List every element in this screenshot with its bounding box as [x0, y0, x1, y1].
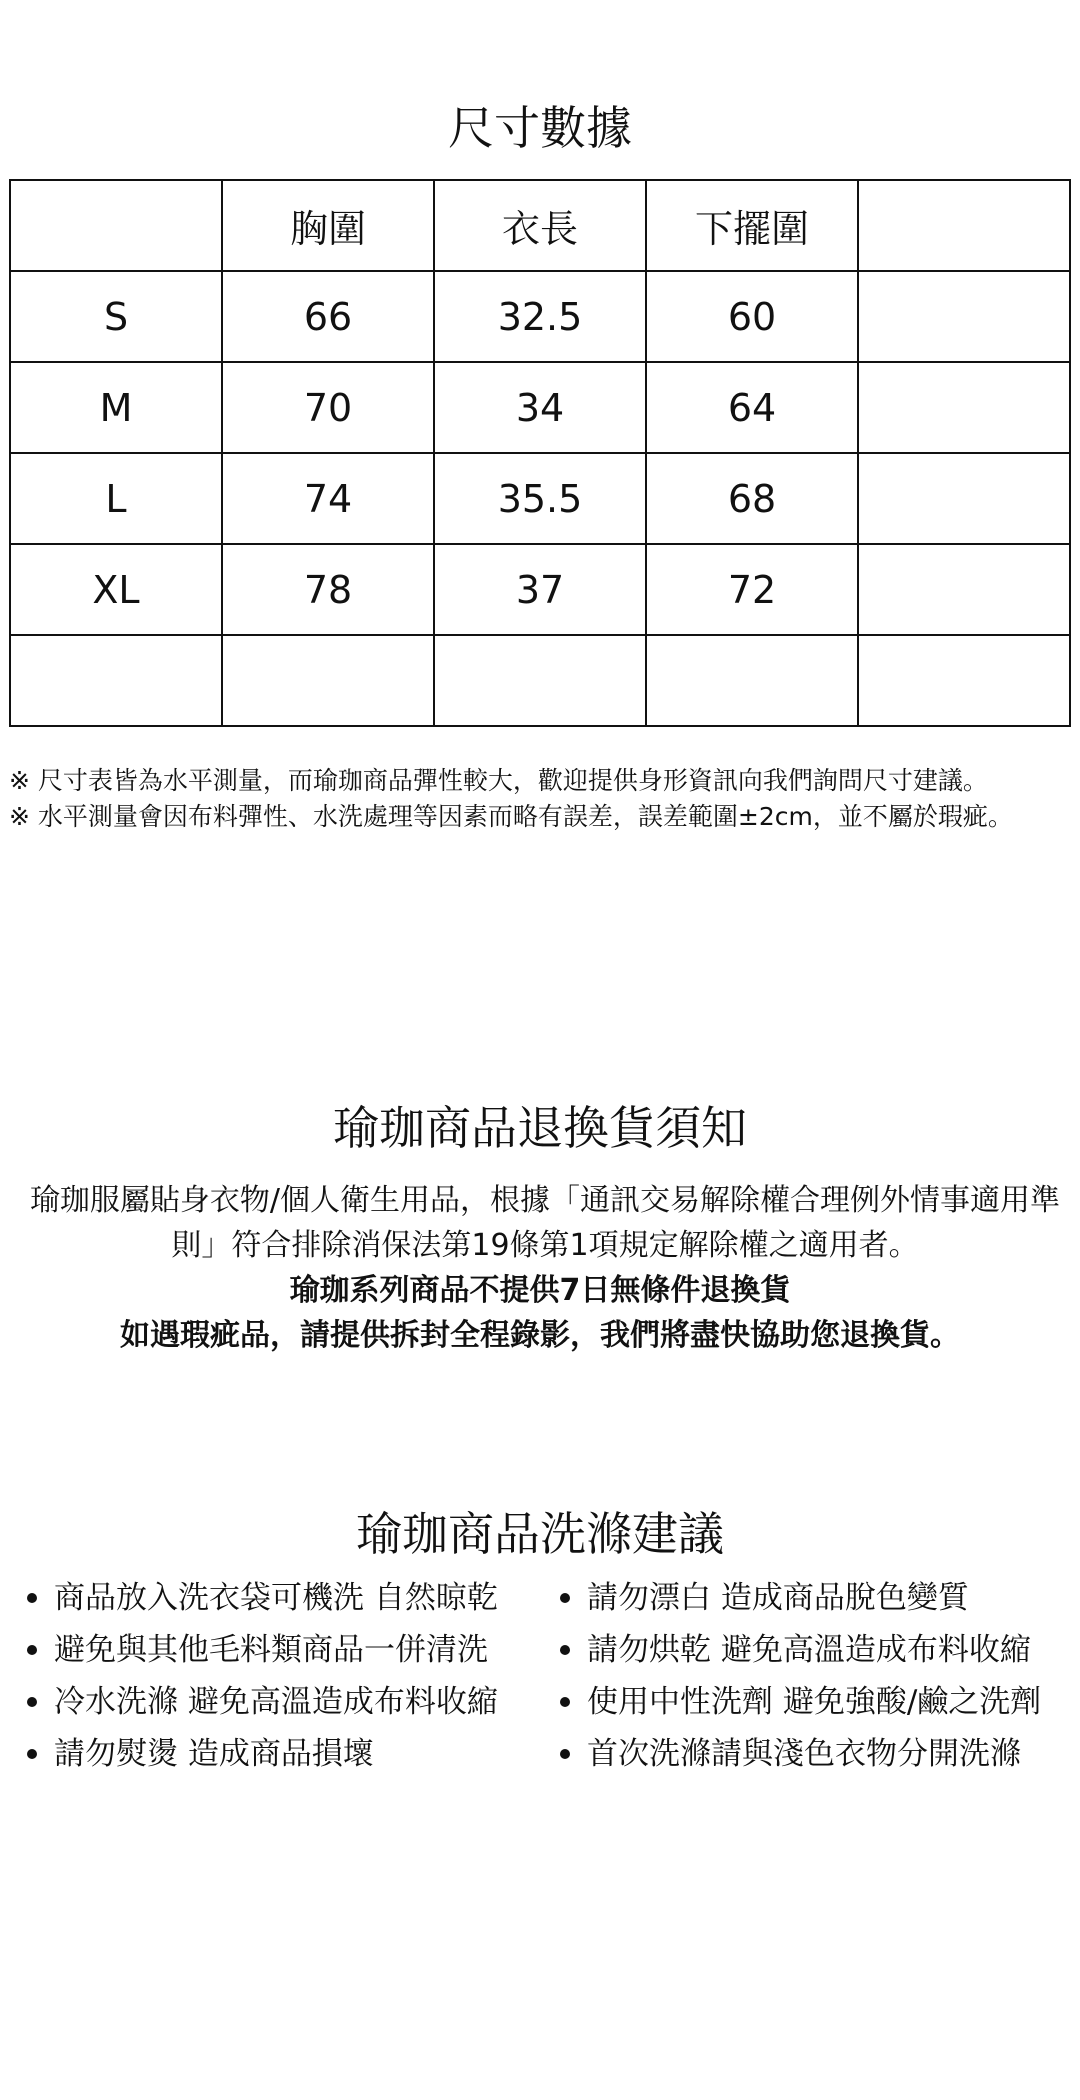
table-cell: 68 [646, 453, 858, 544]
list-item [560, 1624, 1060, 1676]
bullet-icon [27, 1593, 37, 1603]
table-cell: 78 [222, 544, 434, 635]
bullet-icon [560, 1593, 570, 1603]
table-cell: 35.5 [434, 453, 646, 544]
list-item [560, 1728, 1060, 1780]
table-cell [858, 544, 1070, 635]
bullet-icon [560, 1749, 570, 1759]
bullet-icon [560, 1697, 570, 1707]
table-cell: 34 [434, 362, 646, 453]
return-policy-body: 瑜珈服屬貼身衣物/個人衛生用品，根據「通訊交易解除權合理例外情事適用準則」符合排除消保法第19條第1項規定解除權之適用者。 [29, 1183, 1061, 1263]
care-item-text: 請勿烘乾 避免高溫造成布料收縮 [587, 1632, 1031, 1668]
return-policy-text [0, 1178, 1080, 1358]
table-header-row [10, 180, 1070, 271]
size-chart-title: 尺寸數據 [448, 101, 632, 155]
care-item-text: 請勿熨燙 造成商品損壞 [54, 1736, 374, 1772]
size-chart-table [9, 179, 1071, 727]
size-note: ※ 尺寸表皆為水平測量，而瑜珈商品彈性較大，歡迎提供身形資訊向我們詢問尺寸建議。 [9, 766, 988, 795]
table-cell: L [10, 453, 222, 544]
return-policy-bold-line: 瑜珈系列商品不提供7日無條件退換貨 [289, 1273, 791, 1308]
list-item [27, 1676, 527, 1728]
table-cell [434, 635, 646, 726]
list-item [27, 1728, 527, 1780]
table-cell: 60 [646, 271, 858, 362]
table-cell [858, 362, 1070, 453]
care-item-text: 使用中性洗劑 避免強酸/鹼之洗劑 [587, 1684, 1042, 1720]
care-list-right [560, 1572, 1060, 1780]
list-item [27, 1624, 527, 1676]
table-cell: S [10, 271, 222, 362]
table-header-cell [10, 180, 222, 271]
table-row [10, 544, 1070, 635]
table-cell: 64 [646, 362, 858, 453]
care-item-text: 請勿漂白 造成商品脫色變質 [587, 1580, 969, 1616]
table-cell [858, 271, 1070, 362]
care-list-left [27, 1572, 527, 1780]
table-header-cell: 胸圍 [222, 180, 434, 271]
table-cell [222, 635, 434, 726]
return-policy-title: 瑜珈商品退換貨須知 [333, 1101, 747, 1155]
table-cell [858, 635, 1070, 726]
bullet-icon [560, 1645, 570, 1655]
table-header-cell: 衣長 [434, 180, 646, 271]
return-policy-bold-line: 如遇瑕疵品，請提供拆封全程錄影，我們將盡快協助您退換貨。 [120, 1318, 960, 1353]
list-item [27, 1572, 527, 1624]
table-header-cell [858, 180, 1070, 271]
table-cell: M [10, 362, 222, 453]
table-cell: 37 [434, 544, 646, 635]
table-row [10, 271, 1070, 362]
list-item [560, 1572, 1060, 1624]
table-header-cell: 下擺圍 [646, 180, 858, 271]
table-cell: 70 [222, 362, 434, 453]
table-cell: 66 [222, 271, 434, 362]
bullet-icon [27, 1645, 37, 1655]
table-cell [646, 635, 858, 726]
table-cell: 32.5 [434, 271, 646, 362]
bullet-icon [27, 1697, 37, 1707]
table-cell: XL [10, 544, 222, 635]
size-note: ※ 水平測量會因布料彈性、水洗處理等因素而略有誤差，誤差範圍±2cm，並不屬於瑕疵。 [9, 802, 1013, 831]
care-guide-title: 瑜珈商品洗滌建議 [356, 1507, 724, 1561]
table-row [10, 635, 1070, 726]
bullet-icon [27, 1749, 37, 1759]
care-item-text: 首次洗滌請與淺色衣物分開洗滌 [587, 1736, 1021, 1772]
size-notes [9, 763, 1071, 835]
care-item-text: 商品放入洗衣袋可機洗 自然晾乾 [54, 1580, 498, 1616]
table-row [10, 362, 1070, 453]
care-item-text: 冷水洗滌 避免高溫造成布料收縮 [54, 1684, 498, 1720]
list-item [560, 1676, 1060, 1728]
table-cell: 72 [646, 544, 858, 635]
table-row [10, 453, 1070, 544]
table-cell [858, 453, 1070, 544]
table-cell: 74 [222, 453, 434, 544]
care-item-text: 避免與其他毛料類商品一併清洗 [54, 1632, 488, 1668]
table-cell [10, 635, 222, 726]
